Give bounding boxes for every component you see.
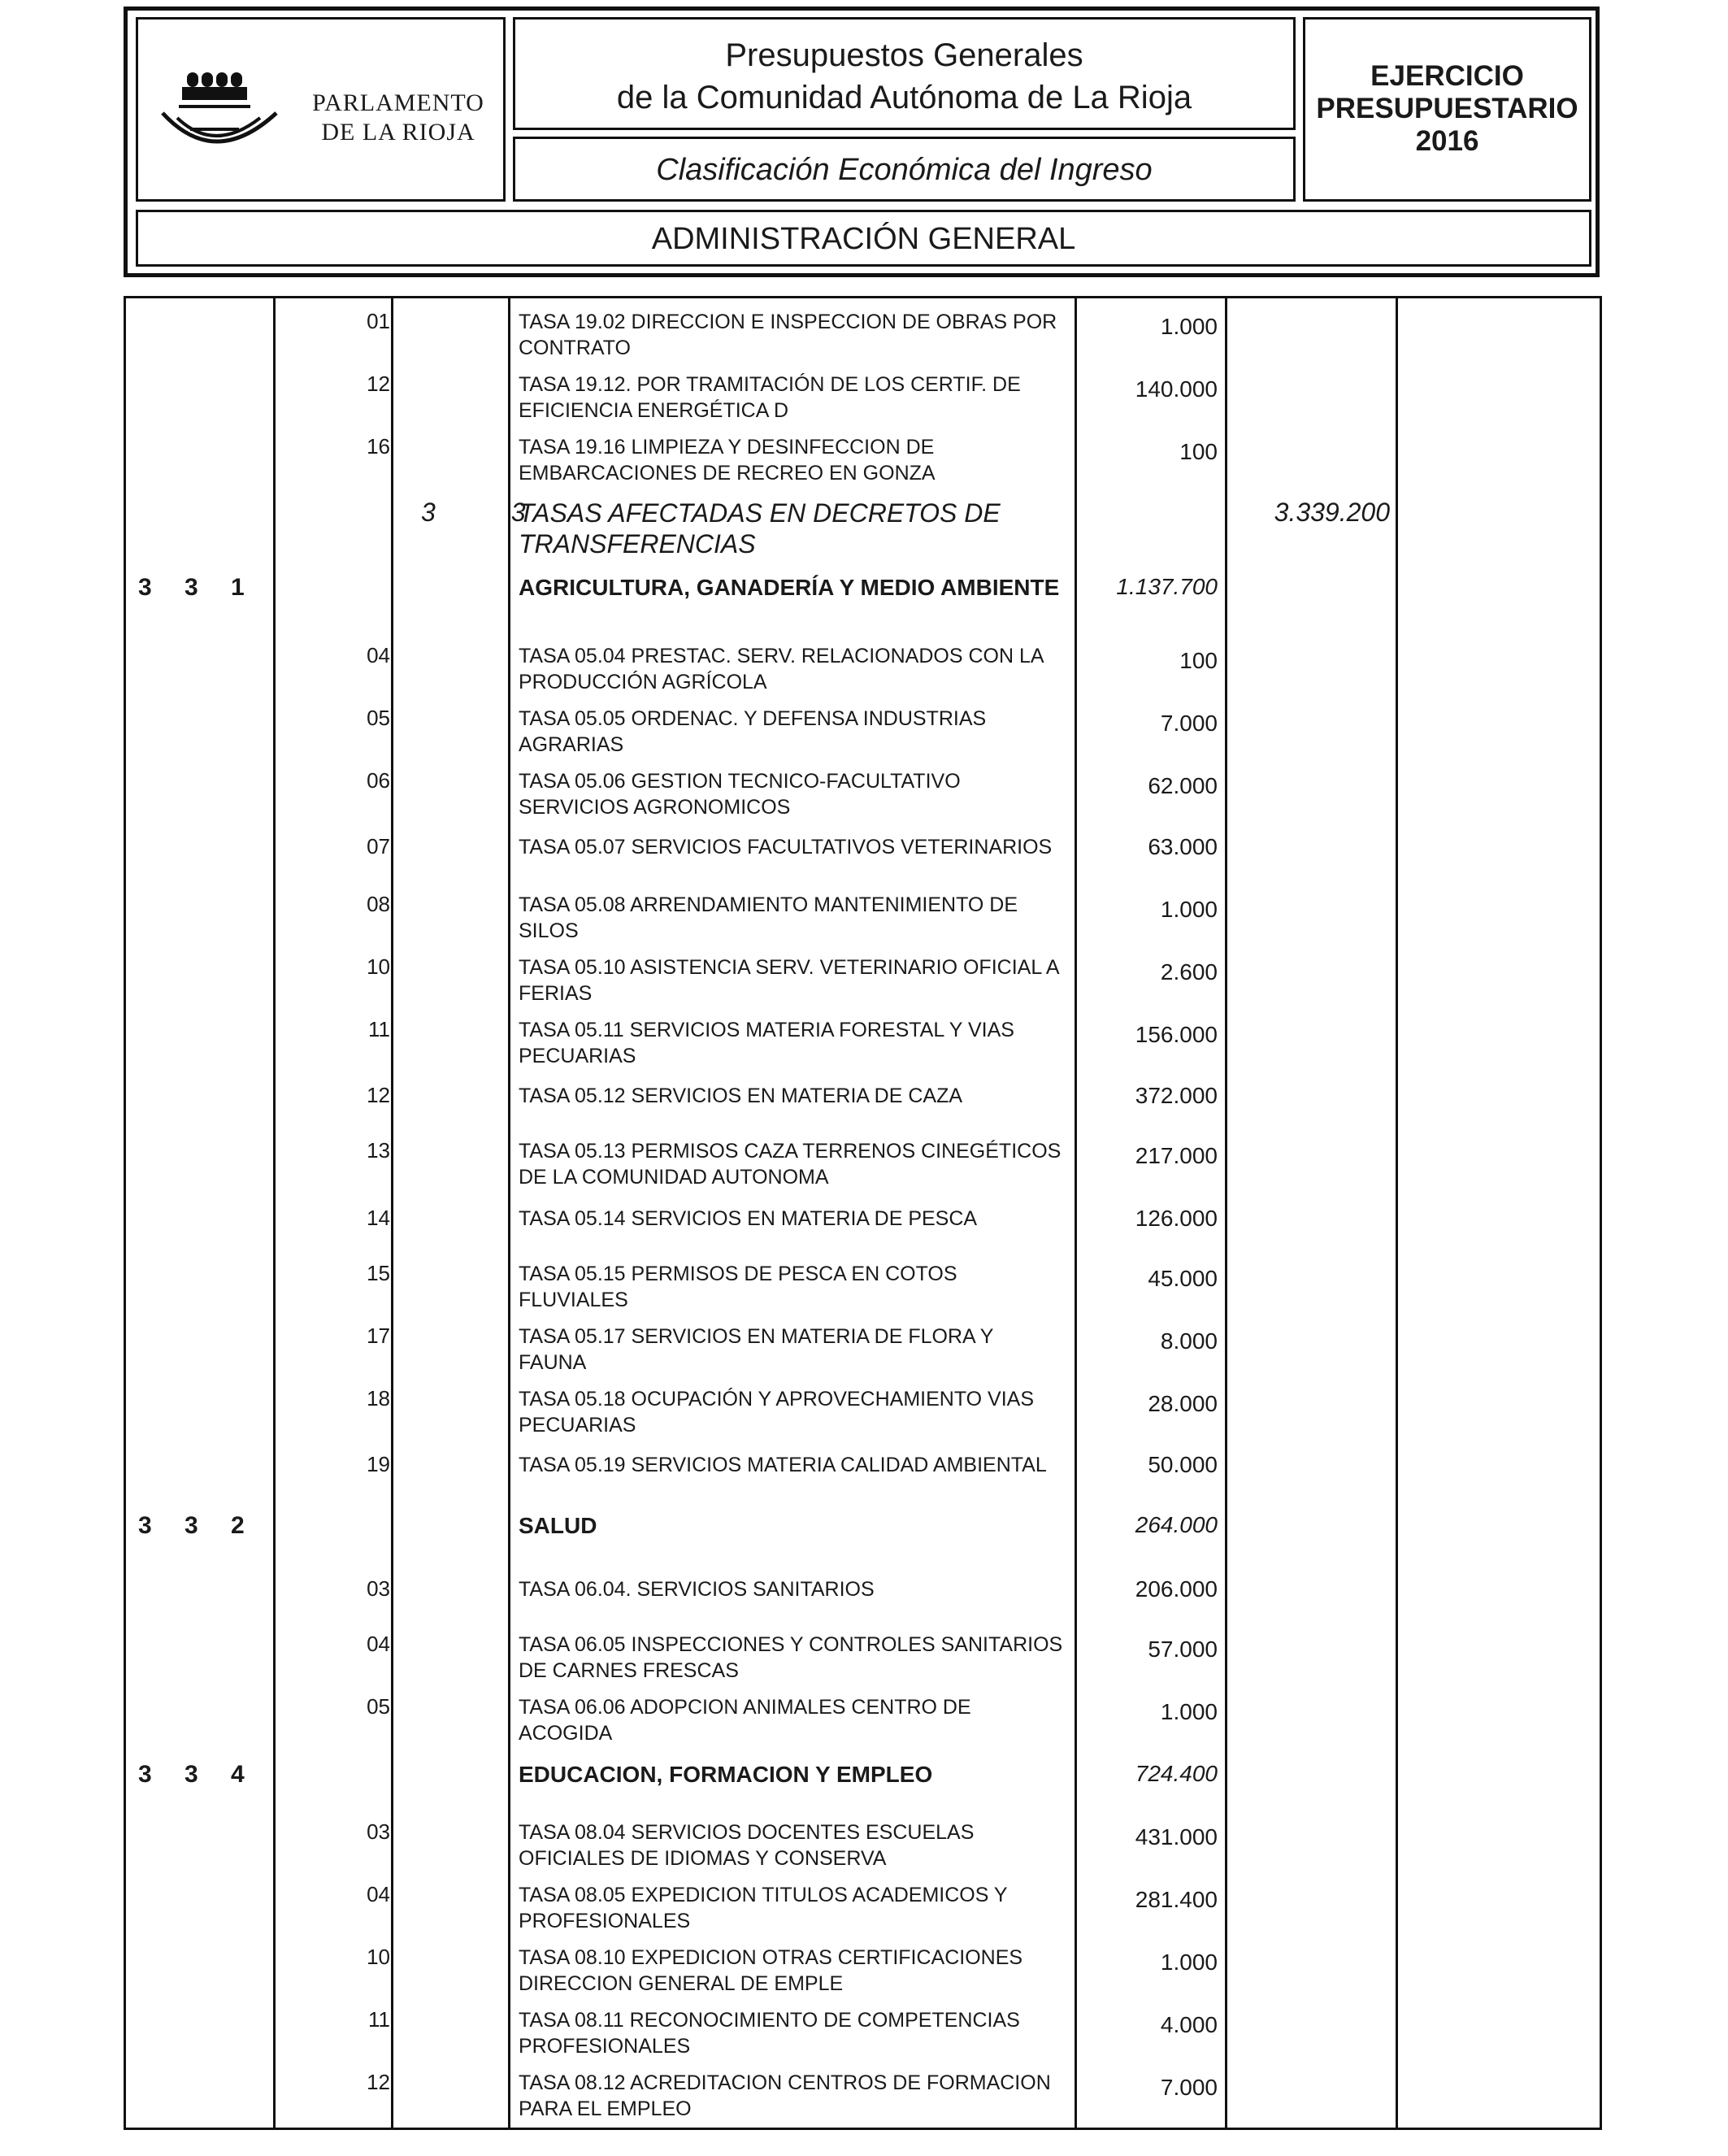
row-amount: 4.000 — [1160, 2012, 1218, 2037]
row-amount: 1.000 — [1160, 314, 1218, 339]
subconcept-code: 04 — [367, 1882, 390, 1906]
row-description: TASA 05.07 SERVICIOS FACULTATIVOS VETERINARIOS — [519, 836, 1053, 858]
row-amount: 100 — [1179, 648, 1218, 673]
column-divider — [391, 296, 393, 2130]
row-description: TASA 08.10 EXPEDICION OTRAS CERTIFICACIONES DIRECCION GENERAL DE EMPLE — [519, 1946, 1023, 1995]
row-description: TASA 08.05 EXPEDICION TITULOS ACADEMICOS Y PROFESIONALES — [519, 1884, 1008, 1932]
subconcept-code: 07 — [367, 834, 390, 858]
row-description: TASA 05.18 OCUPACIÓN Y APROVECHAMIENTO VIAS PECUARIAS — [519, 1388, 1035, 1437]
row-description: TASA 19.12. POR TRAMITACIÓN DE LOS CERTIF. DE EFICIENCIA ENERGÉTICA D — [519, 373, 1021, 422]
row-description: TASA 05.11 SERVICIOS MATERIA FORESTAL Y VIAS PECUARIAS — [519, 1019, 1014, 1067]
row-amount: 45.000 — [1148, 1266, 1218, 1291]
row-amount: 431.000 — [1135, 1824, 1218, 1850]
subconcept-code: 05 — [367, 706, 390, 730]
row-description: TASA 05.19 SERVICIOS MATERIA CALIDAD AMBIENTAL — [519, 1454, 1047, 1476]
logo-text-line1: PARLAMENTO — [312, 89, 484, 116]
row-amount: 140.000 — [1135, 376, 1218, 402]
row-description: TASA 05.12 SERVICIOS EN MATERIA DE CAZA — [519, 1085, 963, 1107]
row-description: TASA 05.17 SERVICIOS EN MATERIA DE FLORA Y FAUNA — [519, 1325, 994, 1374]
fiscal-year — [1305, 60, 1589, 158]
row-amount: 724.400 — [1135, 1761, 1218, 1786]
row-description: TASA 06.04. SERVICIOS SANITARIOS — [519, 1578, 875, 1601]
title-line2: de la Comunidad Autónoma de La Rioja — [616, 80, 1192, 115]
row-amount: 372.000 — [1135, 1083, 1218, 1108]
subconcept-code: 16 — [367, 434, 390, 459]
row-description: TASA 19.16 LIMPIEZA Y DESINFECCION DE EMBARCACIONES DE RECREO EN GONZA — [519, 436, 936, 485]
row-amount: 8.000 — [1160, 1328, 1218, 1354]
article-amount: 3.339.200 — [1274, 498, 1390, 527]
year-line1: EJERCICIO — [1370, 60, 1524, 92]
subconcept-code: 18 — [367, 1386, 390, 1411]
article-code: 3 3 — [421, 498, 560, 527]
subconcept-code: 04 — [367, 1632, 390, 1656]
row-description: TASA 05.10 ASISTENCIA SERV. VETERINARIO OFICIAL A FERIAS — [519, 956, 1059, 1005]
title-line1: Presupuestos Generales — [725, 37, 1083, 73]
row-amount: 281.400 — [1135, 1887, 1218, 1912]
year-line3: 2016 — [1415, 125, 1479, 157]
subconcept-code: 08 — [367, 892, 390, 916]
subconcept-code: 10 — [367, 954, 390, 979]
subconcept-code: 19 — [367, 1452, 390, 1476]
row-description: TASA 05.06 GESTION TECNICO-FACULTATIVO SERVICIOS AGRONOMICOS — [519, 770, 961, 819]
subconcept-code: 04 — [367, 643, 390, 667]
concept-code: 3 3 4 — [138, 1761, 258, 1788]
title-box — [513, 17, 1296, 130]
logo-text-line2: DE LA RIOJA — [321, 119, 475, 146]
row-amount: 264.000 — [1135, 1512, 1218, 1537]
row-amount: 57.000 — [1148, 1637, 1218, 1662]
subconcept-code: 05 — [367, 1694, 390, 1719]
subconcept-code: 03 — [367, 1576, 390, 1601]
subconcept-code: 17 — [367, 1324, 390, 1348]
subconcept-code: 10 — [367, 1945, 390, 1969]
row-amount: 100 — [1179, 439, 1218, 464]
subtitle-box — [513, 137, 1296, 202]
row-amount: 1.137.700 — [1116, 574, 1218, 599]
subconcept-code: 13 — [367, 1138, 390, 1163]
row-description: SALUD — [519, 1513, 597, 1538]
logo-text — [301, 89, 496, 147]
page-title — [515, 34, 1293, 119]
row-description: TASA 08.11 RECONOCIMIENTO DE COMPETENCIAS PROFESIONALES — [519, 2009, 1020, 2058]
row-description: TASA 06.06 ADOPCION ANIMALES CENTRO DE ACOGIDA — [519, 1696, 971, 1745]
subconcept-code: 03 — [367, 1819, 390, 1844]
row-description: TASA 06.05 INSPECCIONES Y CONTROLES SANITARIOS DE CARNES FRESCAS — [519, 1633, 1063, 1682]
row-amount: 62.000 — [1148, 773, 1218, 798]
section-box — [136, 210, 1591, 267]
row-amount: 1.000 — [1160, 897, 1218, 922]
concept-code: 3 3 1 — [138, 574, 258, 601]
column-divider — [508, 296, 510, 2130]
parliament-logo — [154, 64, 301, 178]
column-divider — [1396, 296, 1398, 2130]
row-amount: 50.000 — [1148, 1452, 1218, 1477]
concept-code: 3 3 2 — [138, 1512, 258, 1539]
row-amount: 28.000 — [1148, 1391, 1218, 1416]
subconcept-code: 12 — [367, 2070, 390, 2094]
row-amount: 1.000 — [1160, 1699, 1218, 1724]
row-amount: 7.000 — [1160, 2075, 1218, 2100]
row-description: TASA 19.02 DIRECCION E INSPECCION DE OBRAS POR CONTRATO — [519, 311, 1057, 359]
year-box — [1303, 17, 1591, 202]
year-line2: PRESUPUESTARIO — [1316, 93, 1578, 124]
row-description: AGRICULTURA, GANADERÍA Y MEDIO AMBIENTE — [519, 575, 1060, 600]
row-amount: 7.000 — [1160, 711, 1218, 736]
subconcept-code: 06 — [367, 768, 390, 793]
subconcept-code: 01 — [367, 309, 390, 333]
row-amount: 206.000 — [1135, 1576, 1218, 1602]
row-description: TASA 05.05 ORDENAC. Y DEFENSA INDUSTRIAS AGRARIAS — [519, 707, 987, 756]
subconcept-code: 12 — [367, 372, 390, 396]
column-divider — [1075, 296, 1077, 2130]
row-description: TASA 05.04 PRESTAC. SERV. RELACIONADOS CON LA PRODUCCIÓN AGRÍCOLA — [519, 645, 1044, 693]
row-amount: 126.000 — [1135, 1206, 1218, 1231]
row-description: TASA 05.14 SERVICIOS EN MATERIA DE PESCA — [519, 1207, 978, 1230]
subconcept-code: 11 — [368, 2007, 390, 2032]
column-divider — [1225, 296, 1227, 2130]
row-description: TASA 05.15 PERMISOS DE PESCA EN COTOS FLUVIALES — [519, 1263, 957, 1311]
row-description: EDUCACION, FORMACION Y EMPLEO — [519, 1762, 933, 1787]
row-amount: 1.000 — [1160, 1950, 1218, 1975]
row-amount: 2.600 — [1160, 959, 1218, 985]
row-description: TASA 05.13 PERMISOS CAZA TERRENOS CINEGÉTICOS DE LA COMUNIDAD AUTONOMA — [519, 1140, 1062, 1189]
logo-box — [136, 17, 506, 202]
page-subtitle: Clasificación Económica del Ingreso — [656, 153, 1153, 187]
row-amount: 217.000 — [1135, 1143, 1218, 1168]
row-amount: 156.000 — [1135, 1022, 1218, 1047]
row-description: TASA 05.08 ARRENDAMIENTO MANTENIMIENTO DE SILOS — [519, 893, 1018, 942]
section-title: ADMINISTRACIÓN GENERAL — [651, 222, 1076, 256]
row-description: TASA 08.04 SERVICIOS DOCENTES ESCUELAS OFICIALES DE IDIOMAS Y CONSERVA — [519, 1821, 975, 1870]
row-amount: 63.000 — [1148, 834, 1218, 859]
subconcept-code: 12 — [367, 1083, 390, 1107]
subconcept-code: 15 — [367, 1261, 390, 1285]
subconcept-code: 11 — [368, 1017, 390, 1041]
subconcept-code: 14 — [367, 1206, 390, 1230]
row-description: TASA 08.12 ACREDITACION CENTROS DE FORMACION PARA EL EMPLEO — [519, 2071, 1051, 2120]
column-divider — [273, 296, 276, 2130]
row-description: TASAS AFECTADAS EN DECRETOS DE TRANSFERENCIAS — [519, 498, 1001, 559]
